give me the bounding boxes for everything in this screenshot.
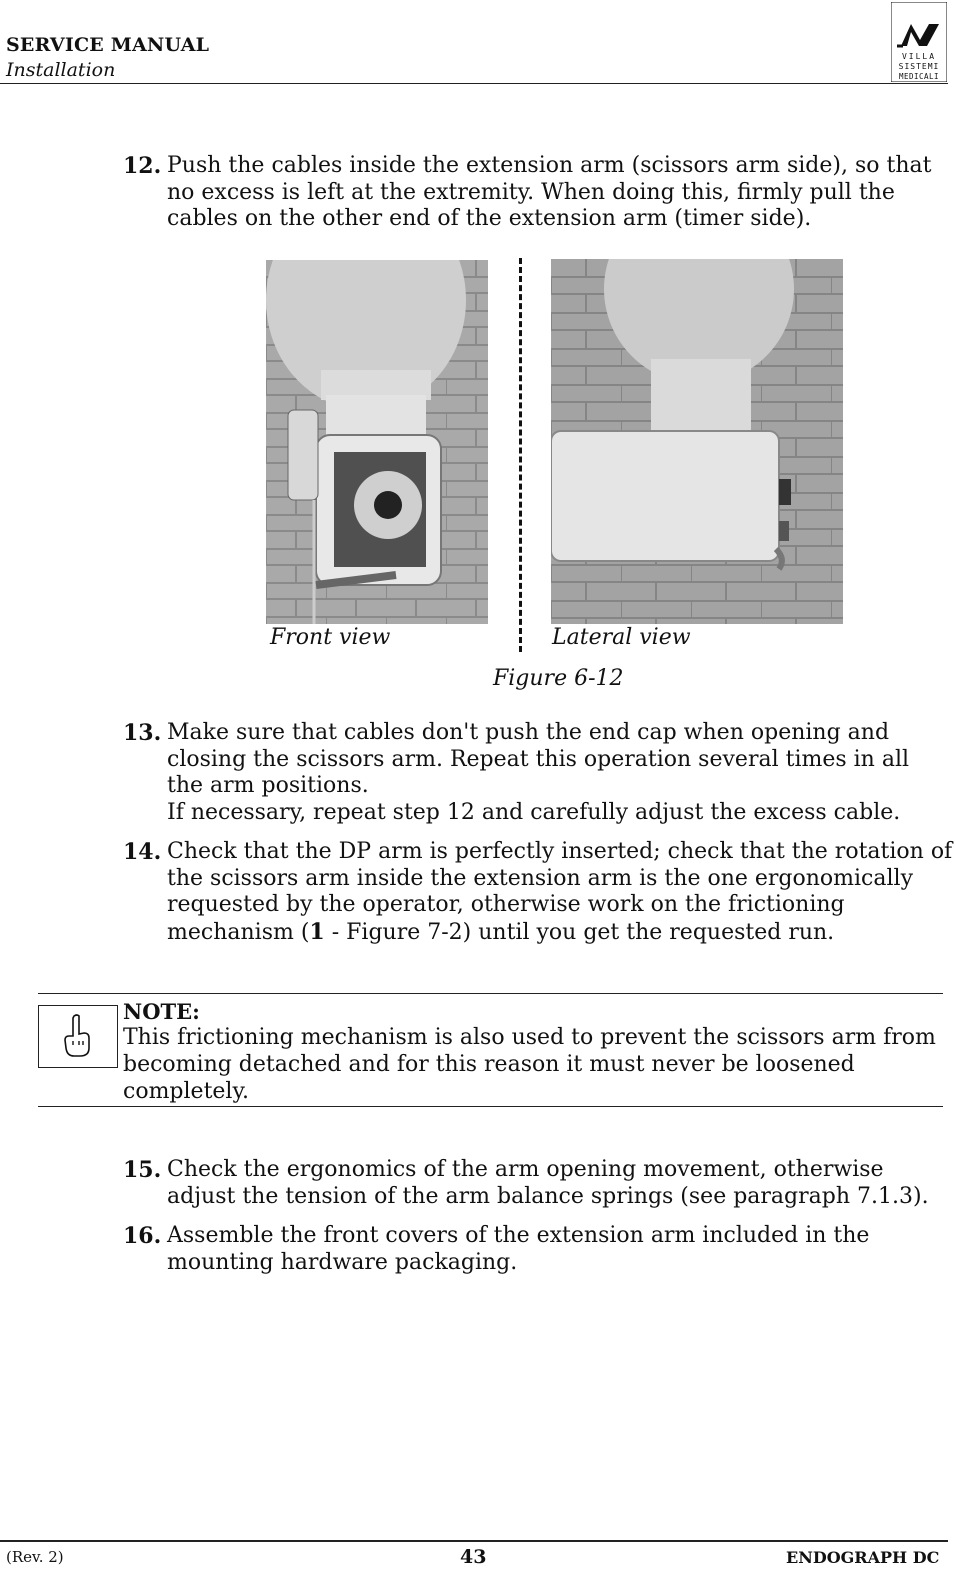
lateral-view-caption: Lateral view	[552, 625, 691, 650]
footer-rule	[0, 1540, 948, 1542]
note-bottom-rule	[38, 1106, 943, 1107]
page-number: 43	[460, 1546, 487, 1568]
note-icon-box	[38, 1005, 118, 1068]
step-text: Check the ergonomics of the arm opening movement, otherwise adjust the tension of the arm balance springs (see paragraph 7.1.3).	[167, 1157, 929, 1209]
step-15	[123, 1157, 948, 1210]
front-view-caption: Front view	[270, 625, 391, 650]
step-number: 14.	[123, 839, 162, 865]
product-name: ENDOGRAPH DC	[786, 1548, 940, 1567]
step-number: 15.	[123, 1157, 162, 1183]
step-number: 12.	[123, 153, 162, 179]
manual-title: SERVICE MANUAL	[6, 34, 210, 56]
section-subtitle: Installation	[6, 59, 116, 81]
pointing-hand-icon	[62, 1014, 92, 1058]
note-body: This frictioning mechanism is also used to prevent the scissors arm from becoming detached and for this reason it must never be loosened completely.	[123, 1025, 936, 1104]
step-text-continued: If necessary, repeat step 12 and carefully adjust the excess cable.	[167, 799, 901, 825]
step-13	[123, 720, 948, 826]
step-12	[123, 153, 948, 233]
villa-logo-icon	[891, 2, 947, 82]
logo-line-3: MEDICALI	[898, 72, 940, 81]
note-top-rule	[38, 993, 943, 994]
figure-title: Figure 6-12	[493, 666, 624, 691]
figure-divider	[519, 258, 522, 652]
step-text: Push the cables inside the extension arm (scissors arm side), so that no excess is left at the extremity. When doing this, firmly pull the cables on the other end of the extension arm (timer side).	[167, 153, 932, 231]
step-text: Check that the DP arm is perfectly inserted; check that the rotation of the scissors arm inside the extension arm is the one ergonomically requested by the operator, otherwise work on the frictioning mechanism (1 - Figure 7-2) until you get the requested run.	[167, 839, 953, 945]
step-number: 16.	[123, 1223, 162, 1249]
lateral-view-photo	[551, 259, 843, 624]
step-14	[123, 839, 955, 946]
note-heading: NOTE:	[123, 999, 200, 1024]
step-16	[123, 1223, 948, 1276]
logo-line-1: VILLA	[901, 52, 937, 61]
logo-line-2: SISTEMI	[898, 62, 940, 71]
company-logo	[891, 2, 947, 82]
header-rule	[0, 83, 948, 84]
front-view-photo	[266, 260, 488, 624]
step-text: Assemble the front covers of the extension arm included in the mounting hardware packaging.	[167, 1223, 870, 1275]
step-text: Make sure that cables don't push the end cap when opening and closing the scissors arm. Repeat this operation several times in all the arm positions.	[167, 720, 910, 798]
revision-label: (Rev. 2)	[6, 1548, 64, 1566]
step-number: 13.	[123, 720, 162, 746]
reference-number: 1	[309, 918, 325, 945]
